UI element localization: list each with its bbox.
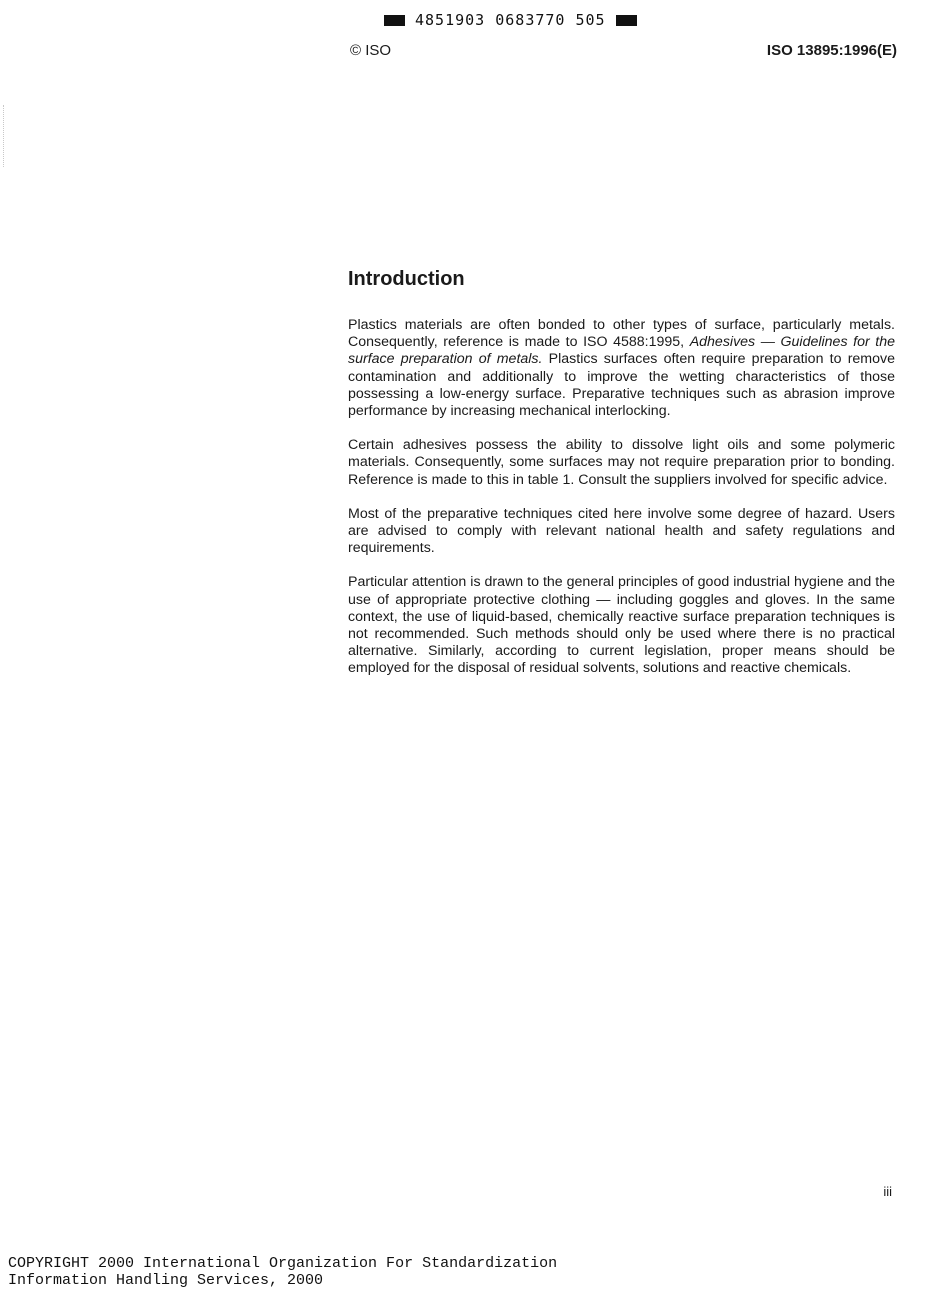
section-title: Introduction [348,268,465,290]
copyright-footer [8,1255,557,1289]
introduction-section [348,266,895,695]
barcode-strip [384,10,637,30]
barcode-block-right [616,15,637,26]
header-standard-id: ISO 13895:1996(E) [766,42,897,59]
paragraph-1 [348,317,895,420]
page-number: iii [883,1184,892,1199]
scan-margin-specks [3,105,5,167]
footer-line-1: COPYRIGHT 2000 International Organization For Standardization [8,1255,558,1272]
paragraph-1-after: Plastics surfaces often require preparation to remove contamination and additionally to improve the wetting characteristics of those possessing a low-energy surface. Preparative techniques such as abrasion improve performance by increasing mechanical interlocking. [348,351,895,420]
barcode-text: 4851903 0683770 505 [415,11,606,29]
paragraph-3: Most of the preparative techniques cited here involve some degree of hazard. Users are advised to comply with relevant national health and safety regulations and requirements. [348,505,895,557]
paragraph-1-italic-reference: Adhesives — Guidelines for the surface preparation of metals. [348,334,895,368]
paragraph-2: Certain adhesives possess the ability to dissolve light oils and some polymeric materials. Consequently, some surfaces may not require preparation prior to bonding. Reference is made to this in table 1. Consult the suppliers involved for specific advice. [348,437,895,488]
header-copyright: © ISO [350,42,392,59]
barcode-block-left [384,15,405,26]
paragraph-1-before: Plastics materials are often bonded to other types of surface, particularly metals. Consequently, reference is made to ISO 4588:1995, [348,317,895,351]
paragraph-4: Particular attention is drawn to the general principles of good industrial hygiene and the use of appropriate protective clothing — including goggles and gloves. In the same context, the use of liquid-based, chemically reactive surface preparation techniques is not recommended. Such methods should only be used where there is no practical alternative. Similarly, according to current legislation, proper means should be employed for the disposal of residual solvents, solutions and reactive chemicals. [348,574,895,677]
footer-line-2: Information Handling Services, 2000 [8,1272,324,1289]
